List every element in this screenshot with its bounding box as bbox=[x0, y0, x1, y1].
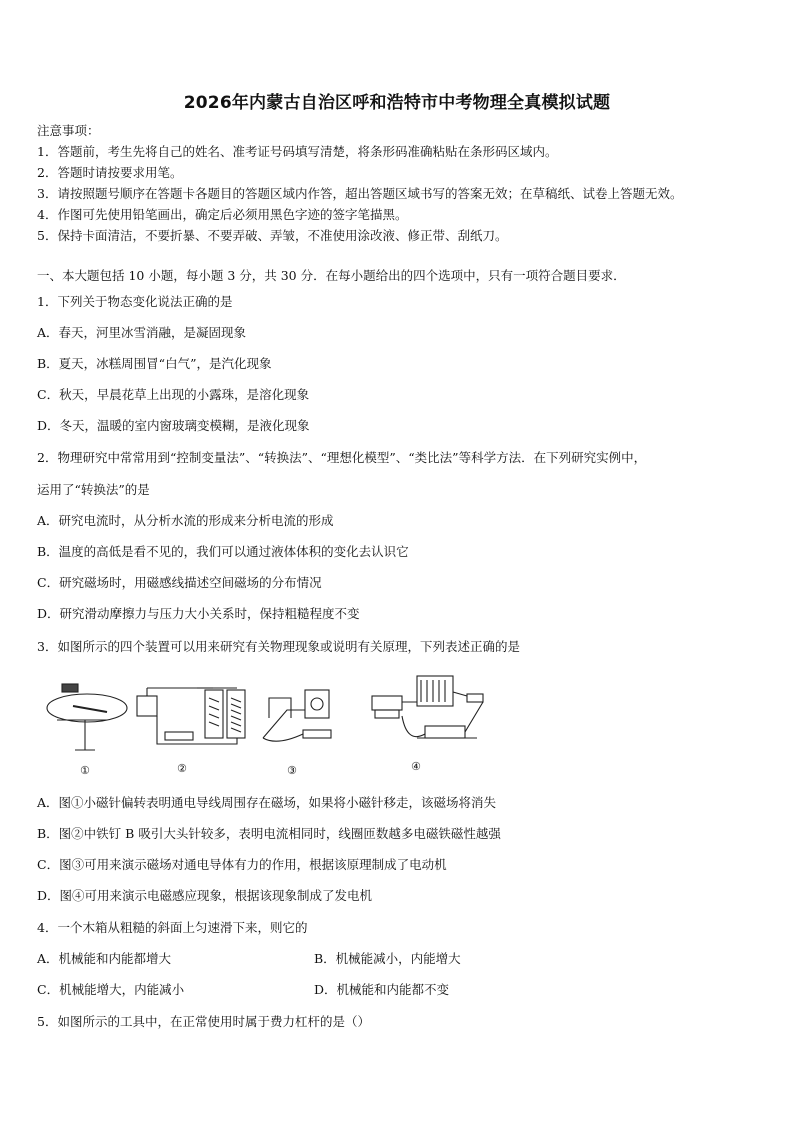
notice-heading: 注意事项： bbox=[37, 123, 100, 138]
question-2-stem-cont: 运用了“转换法”的是 bbox=[37, 482, 150, 497]
apparatus-figure bbox=[37, 668, 497, 780]
question-1-stem: 1．下列关于物态变化说法正确的是 bbox=[37, 294, 233, 309]
figure-label-2: ② bbox=[177, 762, 187, 775]
question-3-option-a: A．图①小磁针偏转表明通电导线周围存在磁场，如果将小磁针移走，该磁场将消失 bbox=[37, 795, 497, 810]
figure-3-magnet-conductor bbox=[263, 690, 331, 741]
question-1-option-c: C．秋天，早晨花草上出现的小露珠，是溶化现象 bbox=[37, 387, 310, 402]
figure-4-generator bbox=[372, 676, 483, 738]
figure-label-4: ④ bbox=[411, 760, 421, 773]
figure-1-wire-compass bbox=[47, 684, 127, 750]
figure-label-1: ① bbox=[80, 764, 90, 777]
question-2-option-a: A．研究电流时，从分析水流的形成来分析电流的形成 bbox=[37, 513, 334, 528]
question-4-stem: 4．一个木箱从粗糙的斜面上匀速滑下来，则它的 bbox=[37, 920, 308, 935]
question-3-option-b: B．图②中铁钉 B 吸引大头针较多，表明电流相同时，线圈匝数越多电磁铁磁性越强 bbox=[37, 826, 501, 841]
notice-item: 2．答题时请按要求用笔。 bbox=[37, 165, 183, 180]
figure-label-3: ③ bbox=[287, 764, 297, 777]
question-2-stem: 2．物理研究中常常用到“控制变量法”、“转换法”、“理想化模型”、“类比法”等科学方法．在下列研究实例中， bbox=[37, 450, 647, 465]
question-4-option-a: A．机械能和内能都增大 bbox=[37, 951, 172, 966]
question-1-option-a: A．春天，河里冰雪消融，是凝固现象 bbox=[37, 325, 247, 340]
notice-item: 5．保持卡面清洁，不要折暴、不要弄破、弄皱，不准使用涂改液、修正带、刮纸刀。 bbox=[37, 228, 508, 243]
question-3-stem: 3．如图所示的四个装置可以用来研究有关物理现象或说明有关原理，下列表述正确的是 bbox=[37, 639, 520, 654]
question-2-option-c: C．研究磁场时，用磁感线描述空间磁场的分布情况 bbox=[37, 575, 322, 590]
apparatus-drawings bbox=[37, 668, 497, 780]
section-heading: 一、本大题包括 10 小题，每小题 3 分，共 30 分．在每小题给出的四个选项中，只有一项符合题目要求． bbox=[37, 268, 626, 283]
question-1-option-b: B．夏天，冰糕周围冒“白气”，是汽化现象 bbox=[37, 356, 272, 371]
question-1-option-d: D．冬天，温暖的室内窗玻璃变模糊，是液化现象 bbox=[37, 418, 310, 433]
question-3-option-c: C．图③可用来演示磁场对通电导体有力的作用，根据该原理制成了电动机 bbox=[37, 857, 447, 872]
question-5-stem: 5．如图所示的工具中，在正常使用时属于费力杠杆的是（） bbox=[37, 1014, 370, 1029]
notice-item: 1．答题前，考生先将自己的姓名、准考证号码填写清楚，将条形码准确粘贴在条形码区域内。 bbox=[37, 144, 558, 159]
question-2-option-d: D．研究滑动摩擦力与压力大小关系时，保持粗糙程度不变 bbox=[37, 606, 360, 621]
notice-item: 3．请按照题号顺序在答题卡各题目的答题区域内作答，超出答题区域书写的答案无效；在草稿纸、试卷上答题无效。 bbox=[37, 186, 683, 201]
figure-2-electromagnets bbox=[137, 688, 245, 744]
question-4-option-b: B．机械能减小，内能增大 bbox=[314, 951, 461, 966]
notice-item: 4．作图可先使用铅笔画出，确定后必须用黑色字迹的签字笔描黑。 bbox=[37, 207, 408, 222]
question-4-option-c: C．机械能增大，内能减小 bbox=[37, 982, 185, 997]
page-title: 2026年内蒙古自治区呼和浩特市中考物理全真模拟试题 bbox=[183, 93, 611, 113]
question-4-option-d: D．机械能和内能都不变 bbox=[314, 982, 450, 997]
question-3-option-d: D．图④可用来演示电磁感应现象，根据该现象制成了发电机 bbox=[37, 888, 373, 903]
question-2-option-b: B．温度的高低是看不见的，我们可以通过液体体积的变化去认识它 bbox=[37, 544, 409, 559]
